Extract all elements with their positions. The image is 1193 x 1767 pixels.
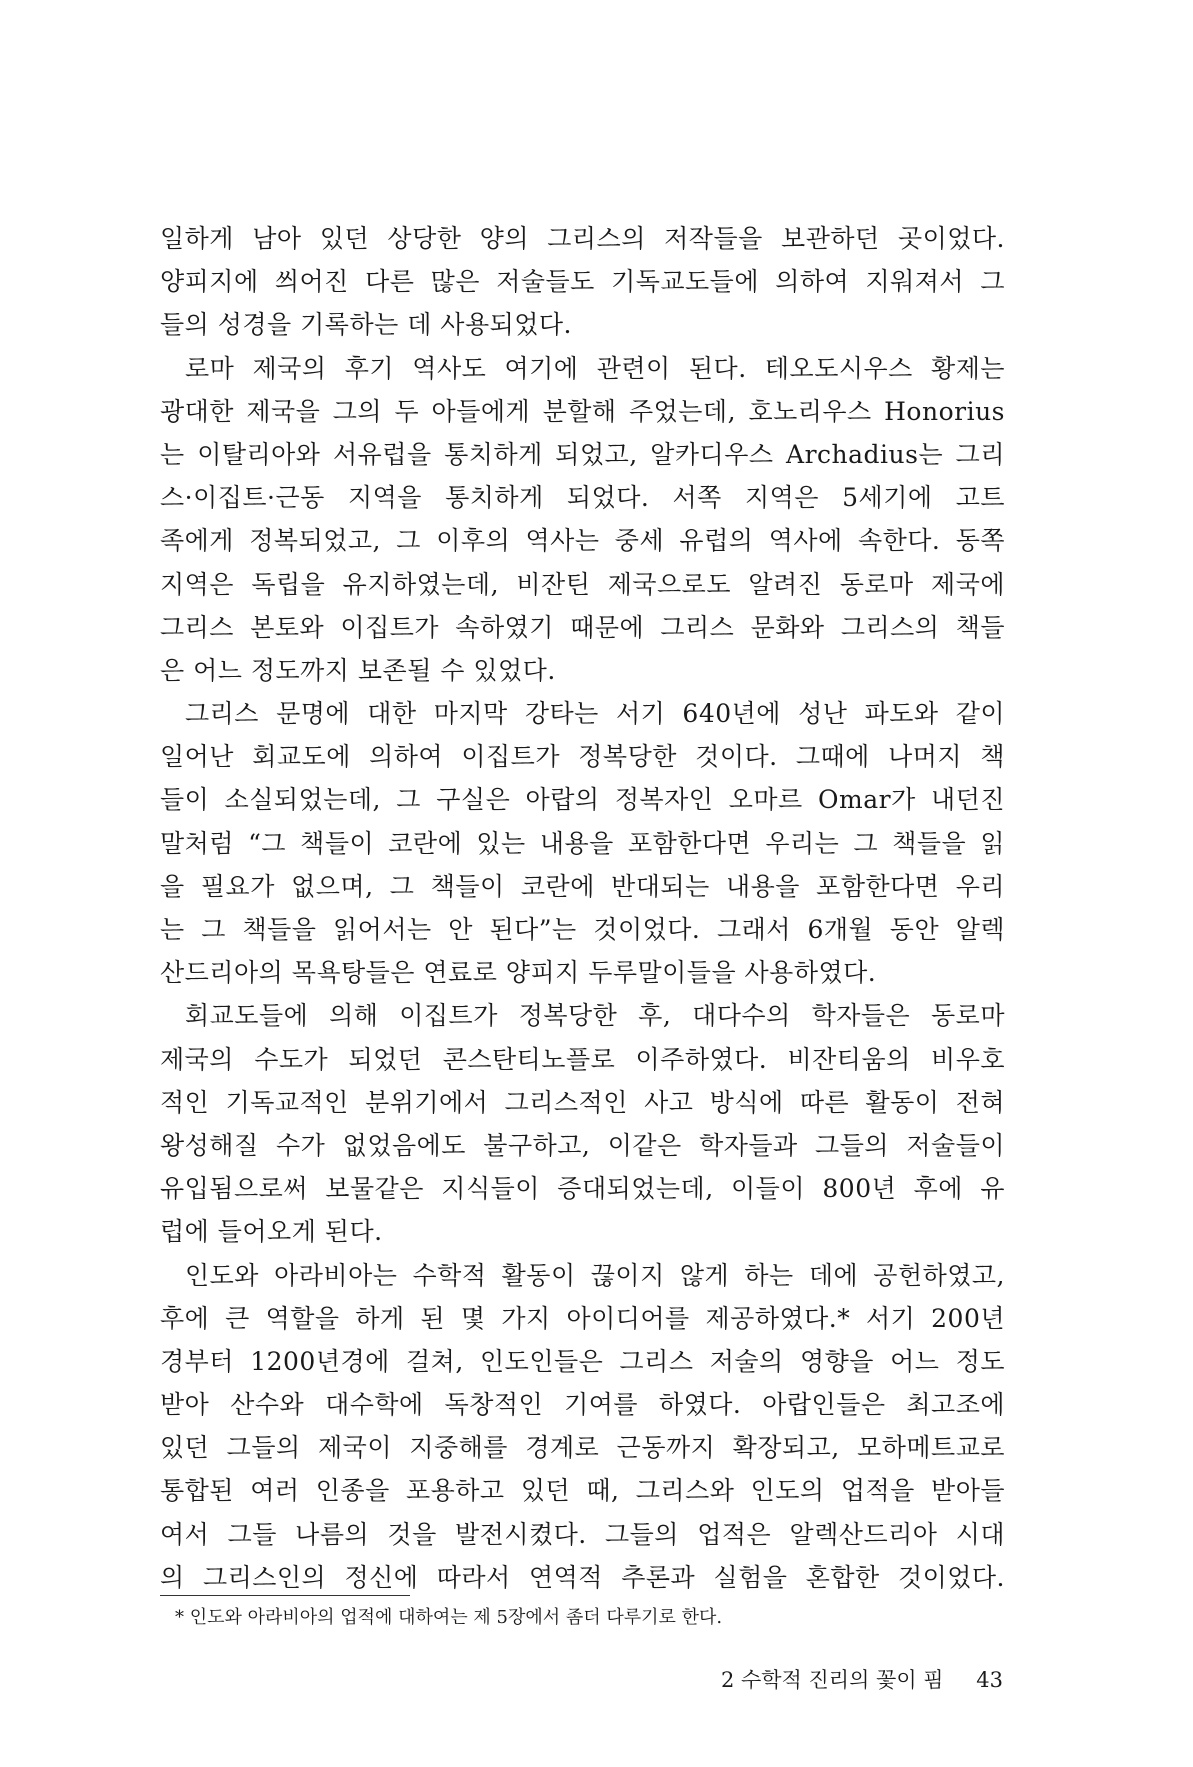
text-line: 회교도들에 의해 이집트가 정복당한 후, 대다수의 학자들은 동로마: [185, 1001, 1005, 1031]
text-line: 로마 제국의 후기 역사도 여기에 관련이 된다. 테오도시우스 황제는: [185, 353, 1005, 383]
text-line: 인도와 아라비아는 수학적 활동이 끊이지 않게 하는 데에 공헌하였고,: [185, 1260, 1005, 1290]
text-line: 여서 그들 나름의 것을 발전시켰다. 그들의 업적은 알렉산드리아 시대: [160, 1519, 1005, 1549]
text-line: 통합된 여러 인종을 포용하고 있던 때, 그리스와 인도의 업적을 받아들: [160, 1476, 1005, 1506]
text-line: 적인 기독교적인 분위기에서 그리스적인 사고 방식에 따른 활동이 전혀: [160, 1087, 1005, 1117]
text-line: 그리스 문명에 대한 마지막 강타는 서기 640년에 성난 파도와 같이: [185, 699, 1005, 729]
text-line: 을 필요가 없으며, 그 책들이 코란에 반대되는 내용을 포함한다면 우리: [160, 871, 1005, 901]
footnote-divider: [160, 1595, 410, 1596]
text-line: 은 어느 정도까지 보존될 수 있었다.: [160, 655, 556, 685]
text-line: 일어난 회교도에 의하여 이집트가 정복당한 것이다. 그때에 나머지 책: [160, 742, 1005, 772]
running-head: 2 수학적 진리의 꽃이 핌: [720, 1668, 944, 1692]
text-line: 말처럼 “그 책들이 코란에 있는 내용을 포함한다면 우리는 그 책들을 읽: [160, 828, 1005, 858]
text-line: 들이 소실되었는데, 그 구실은 아랍의 정복자인 오마르 Omar가 내던진: [160, 785, 1005, 815]
footnote: * 인도와 아라비아의 업적에 대하여는 제 5장에서 좀더 다루기로 한다.: [175, 1607, 723, 1628]
text-line: 광대한 제국을 그의 두 아들에게 분할해 주었는데, 호노리우스 Honorius: [160, 396, 1005, 426]
text-line: 는 그 책들을 읽어서는 안 된다”는 것이었다. 그래서 6개월 동안 알렉: [160, 915, 1005, 944]
text-line: 일하게 남아 있던 상당한 양의 그리스의 저작들을 보관하던 곳이었다.: [160, 224, 1005, 253]
text-line: 경부터 1200년경에 걸쳐, 인도인들은 그리스 저술의 영향을 어느 정도: [160, 1346, 1005, 1376]
page-footer: [721, 1665, 1003, 1695]
text-line: 제국의 수도가 되었던 콘스탄티노플로 이주하였다. 비잔티움의 비우호: [160, 1044, 1005, 1074]
text-line: 유입됨으로써 보물같은 지식들이 증대되었는데, 이들이 800년 후에 유: [160, 1174, 1005, 1204]
body-text: [160, 217, 1005, 1599]
text-line: 후에 큰 역할을 하게 된 몇 가지 아이디어를 제공하였다.* 서기 200년: [160, 1303, 1005, 1333]
text-line: 산드리아의 목욕탕들은 연료로 양피지 두루말이들을 사용하였다.: [160, 958, 877, 988]
text-line: 의 그리스인의 정신에 따라서 연역적 추론과 실험을 혼합한 것이었다.: [160, 1562, 1005, 1592]
page-number: 43: [976, 1668, 1003, 1692]
text-line: 스·이집트·근동 지역을 통치하게 되었다. 서쪽 지역은 5세기에 고트: [160, 483, 1005, 513]
text-line: 지역은 독립을 유지하였는데, 비잔틴 제국으로도 알려진 동로마 제국에: [160, 569, 1005, 599]
text-line: 왕성해질 수가 없었음에도 불구하고, 이같은 학자들과 그들의 저술들이: [160, 1130, 1005, 1160]
text-line: 그리스 본토와 이집트가 속하였기 때문에 그리스 문화와 그리스의 책들: [160, 612, 1005, 642]
text-line: 들의 성경을 기록하는 데 사용되었다.: [160, 310, 572, 340]
text-line: 족에게 정복되었고, 그 이후의 역사는 중세 유럽의 역사에 속한다. 동쪽: [160, 526, 1005, 556]
text-line: 있던 그들의 제국이 지중해를 경계로 근동까지 확장되고, 모하메트교로: [160, 1433, 1005, 1463]
text-line: 양피지에 씌어진 다른 많은 저술들도 기독교도들에 의하여 지워져서 그: [160, 267, 1005, 297]
text-line: 받아 산수와 대수학에 독창적인 기여를 하였다. 아랍인들은 최고조에: [160, 1390, 1005, 1420]
text-line: 는 이탈리아와 서유럽을 통치하게 되었고, 알카디우스 Archadius는 그리: [160, 439, 1005, 469]
text-line: 럽에 들어오게 된다.: [160, 1217, 383, 1247]
